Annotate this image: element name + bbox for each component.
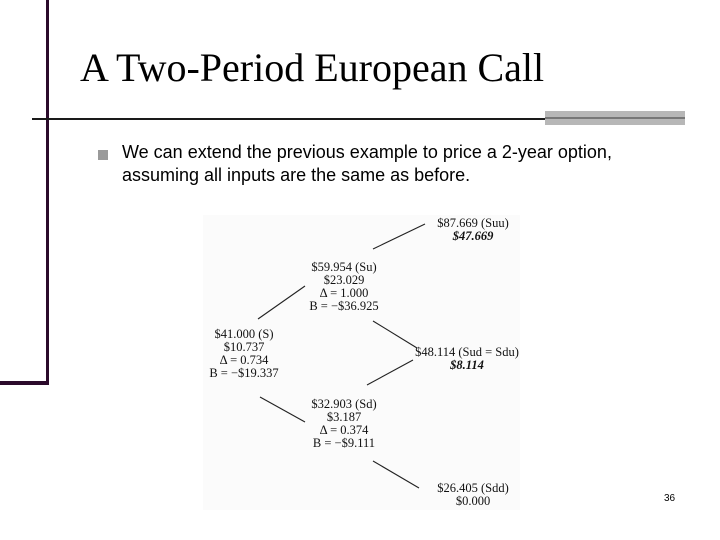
node-u [299, 261, 389, 313]
edge-u-uu [373, 224, 425, 249]
node-root-bond: B = −$19.337 [209, 366, 279, 380]
node-u-price: $59.954 (Su) [311, 260, 377, 274]
slide-title: A Two-Period European Call [80, 45, 545, 90]
node-uu-price: $87.669 (Suu) [437, 216, 509, 230]
node-ud [411, 346, 523, 372]
edge-u-ud [373, 321, 417, 348]
node-root [203, 328, 285, 380]
node-d [299, 398, 389, 450]
edge-d-ud [367, 360, 413, 385]
node-root-value: $10.737 [223, 340, 265, 354]
node-dd [425, 482, 521, 508]
left-accent-foot [0, 381, 48, 385]
node-u-delta: Δ = 1.000 [319, 286, 369, 300]
node-u-bond: B = −$36.925 [309, 299, 379, 313]
node-uu [423, 217, 523, 243]
node-d-delta: Δ = 0.374 [319, 423, 369, 437]
node-root-price: $41.000 (S) [214, 327, 274, 341]
node-d-value: $3.187 [326, 410, 362, 424]
left-accent-bar [46, 0, 49, 385]
node-ud-value: $8.114 [450, 358, 484, 372]
node-root-delta: Δ = 0.734 [219, 353, 269, 367]
node-u-value: $23.029 [323, 273, 365, 287]
node-dd-value: $0.000 [455, 494, 491, 508]
title-divider [32, 118, 545, 120]
node-ud-price: $48.114 (Sud = Sdu) [415, 345, 519, 359]
node-d-bond: B = −$9.111 [312, 436, 376, 450]
binomial-tree-figure [203, 215, 520, 510]
bullet-text: We can extend the previous example to price a 2-year option, assuming all inputs are the same as before. [122, 142, 612, 185]
edge-d-dd [373, 461, 419, 488]
page-number: 36 [664, 493, 676, 504]
node-d-price: $32.903 (Sd) [311, 397, 377, 411]
node-uu-value: $47.669 [452, 229, 494, 243]
bullet-square-icon [98, 150, 108, 160]
edge-root-u [258, 286, 305, 319]
node-dd-price: $26.405 (Sdd) [437, 481, 509, 495]
title-divider-accent-line [545, 117, 685, 119]
